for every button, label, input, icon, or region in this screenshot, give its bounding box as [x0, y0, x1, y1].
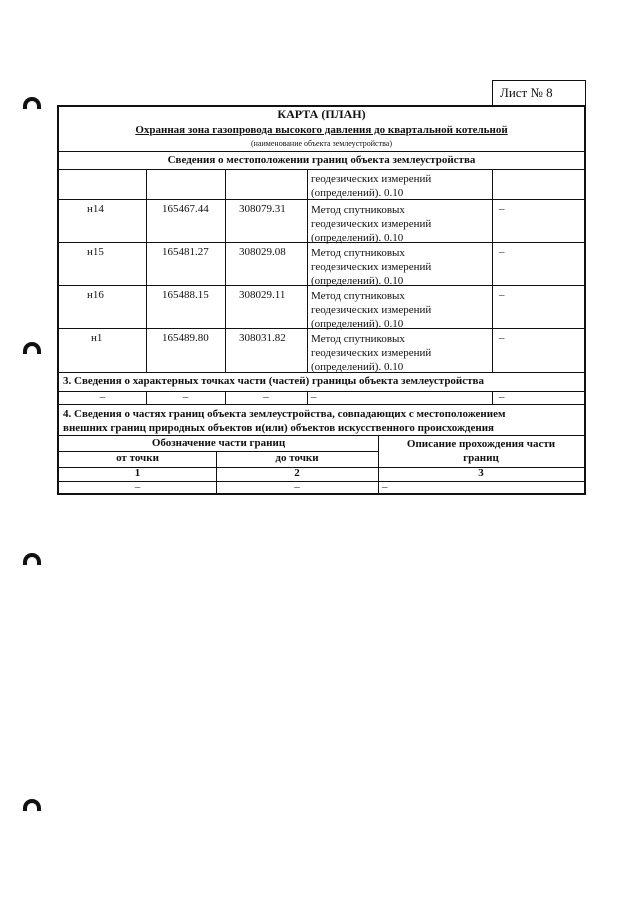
column-divider: [492, 391, 493, 404]
note: –: [499, 332, 505, 344]
coord-x: 165488.15: [162, 289, 209, 301]
method-text: Метод спутниковых геодезических измерений (определений). 0.10: [311, 204, 432, 244]
row-divider: [59, 242, 584, 243]
method-text: Метод спутниковых геодезических измерений (определений). 0.10: [311, 333, 432, 373]
point-name: н1: [91, 332, 103, 344]
binder-hole-icon: [23, 553, 41, 565]
section2-title: Сведения о местоположении границ объекта землеустройства: [167, 154, 476, 166]
section4-title: 4. Сведения о частях границ объекта землеустройства, совпадающих с местоположением внешних границ природных объектов и(или) объектов искусственного происхождения: [63, 408, 506, 434]
col-number: 3: [478, 467, 484, 479]
dash-cell: –: [99, 391, 106, 403]
to-point-header: до точки: [275, 452, 319, 464]
column-divider: [307, 391, 308, 404]
row-divider: [59, 328, 584, 329]
col-number: 1: [134, 467, 141, 479]
section3-title: 3. Сведения о характерных точках части (частей) границы объекта землеустройства: [63, 375, 484, 387]
dash-cell: –: [382, 481, 388, 493]
point-name: н15: [87, 246, 104, 258]
binder-hole-icon: [23, 799, 41, 811]
coord-y: 308079.31: [239, 203, 286, 215]
row-divider: [59, 285, 584, 286]
object-name: Охранная зона газопровода высокого давления до квартальной котельной: [135, 124, 508, 136]
sheet-number: Лист № 8: [492, 80, 586, 106]
note: –: [499, 203, 505, 215]
binder-hole-icon: [23, 342, 41, 354]
continuation-text: геодезических измерений (определений). 0.10: [311, 173, 432, 199]
coord-x: 165467.44: [162, 203, 209, 215]
dash-cell: –: [134, 481, 141, 493]
method-text: Метод спутниковых геодезических измерений (определений). 0.10: [311, 290, 432, 330]
row-divider: [59, 199, 584, 200]
col-number: 2: [294, 467, 300, 479]
coord-y: 308029.08: [239, 246, 286, 258]
dash-cell: –: [294, 481, 300, 493]
dash-cell: –: [311, 391, 317, 403]
map-plan-table: [57, 105, 586, 495]
divider: [59, 404, 584, 405]
coord-y: 308031.82: [239, 332, 286, 344]
from-point-header: от точки: [116, 452, 159, 464]
divider: [59, 169, 584, 170]
dash-cell: –: [499, 391, 505, 403]
description-header: Описание прохождения части границ: [406, 438, 556, 464]
note: –: [499, 289, 505, 301]
dash-cell: –: [182, 391, 189, 403]
binder-hole-icon: [23, 97, 41, 109]
object-name-caption: (наименование объекта землеустройства): [251, 139, 392, 148]
coord-x: 165481.27: [162, 246, 209, 258]
document-title: КАРТА (ПЛАН): [277, 107, 366, 121]
divider: [59, 372, 584, 373]
note: –: [499, 246, 505, 258]
divider: [59, 151, 584, 152]
divider: [59, 435, 584, 436]
dash-cell: –: [263, 391, 269, 403]
designation-header: Обозначение части границ: [151, 437, 286, 449]
coord-x: 165489.80: [162, 332, 209, 344]
coord-y: 308029.11: [239, 289, 286, 301]
point-name: н14: [87, 203, 104, 215]
method-text: Метод спутниковых геодезических измерений (определений). 0.10: [311, 247, 432, 287]
point-name: н16: [87, 289, 104, 301]
